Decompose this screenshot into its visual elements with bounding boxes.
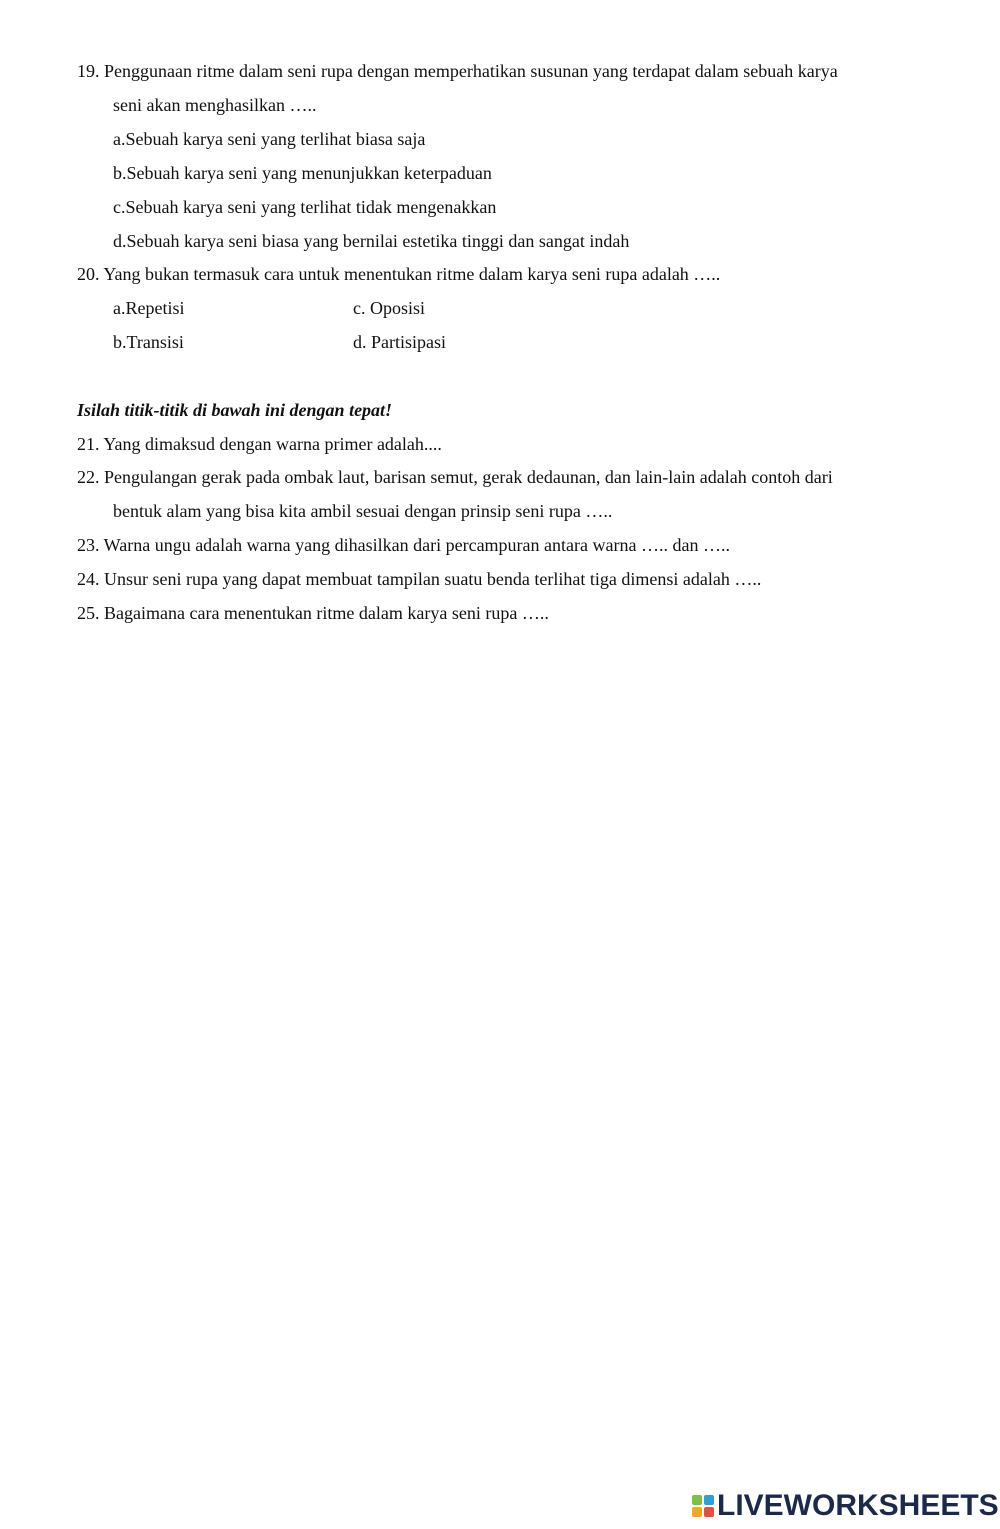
question-20-stem: 20. Yang bukan termasuk cara untuk menentukan ritme dalam karya seni rupa adalah ….. <box>77 264 721 284</box>
question-19-option-d: d.Sebuah karya seni biasa yang bernilai estetika tinggi dan sangat indah <box>113 231 630 251</box>
question-20-option-b: b.Transisi <box>113 332 184 352</box>
question-25: 25. Bagaimana cara menentukan ritme dalam karya seni rupa ….. <box>77 603 549 623</box>
question-23: 23. Warna ungu adalah warna yang dihasilkan dari percampuran antara warna ….. dan ….. <box>77 535 730 555</box>
section-heading: Isilah titik-titik di bawah ini dengan tepat! <box>77 400 393 420</box>
question-22-line1: 22. Pengulangan gerak pada ombak laut, barisan semut, gerak dedaunan, dan lain-lain adalah contoh dari <box>77 467 833 487</box>
question-24: 24. Unsur seni rupa yang dapat membuat tampilan suatu benda terlihat tiga dimensi adalah ….. <box>77 569 762 589</box>
question-20-option-d: d. Partisipasi <box>353 332 446 352</box>
liveworksheets-logo-text: LIVEWORKSHEETS <box>717 1489 999 1522</box>
question-19-option-b: b.Sebuah karya seni yang menunjukkan keterpaduan <box>113 163 492 183</box>
question-19-option-c: c.Sebuah karya seni yang terlihat tidak mengenakkan <box>113 197 497 217</box>
question-20-option-c: c. Oposisi <box>353 298 425 318</box>
question-20-option-a: a.Repetisi <box>113 298 185 318</box>
question-19-stem-line2: seni akan menghasilkan ….. <box>113 95 317 115</box>
question-22-line2: bentuk alam yang bisa kita ambil sesuai dengan prinsip seni rupa ….. <box>113 501 613 521</box>
liveworksheets-logo <box>692 1488 999 1524</box>
question-19-option-a: a.Sebuah karya seni yang terlihat biasa saja <box>113 129 426 149</box>
question-19-stem-line1: 19. Penggunaan ritme dalam seni rupa dengan memperhatikan susunan yang terdapat dalam sebuah karya <box>77 61 838 81</box>
liveworksheets-logo-icon <box>692 1495 714 1517</box>
question-21: 21. Yang dimaksud dengan warna primer adalah.... <box>77 434 442 454</box>
